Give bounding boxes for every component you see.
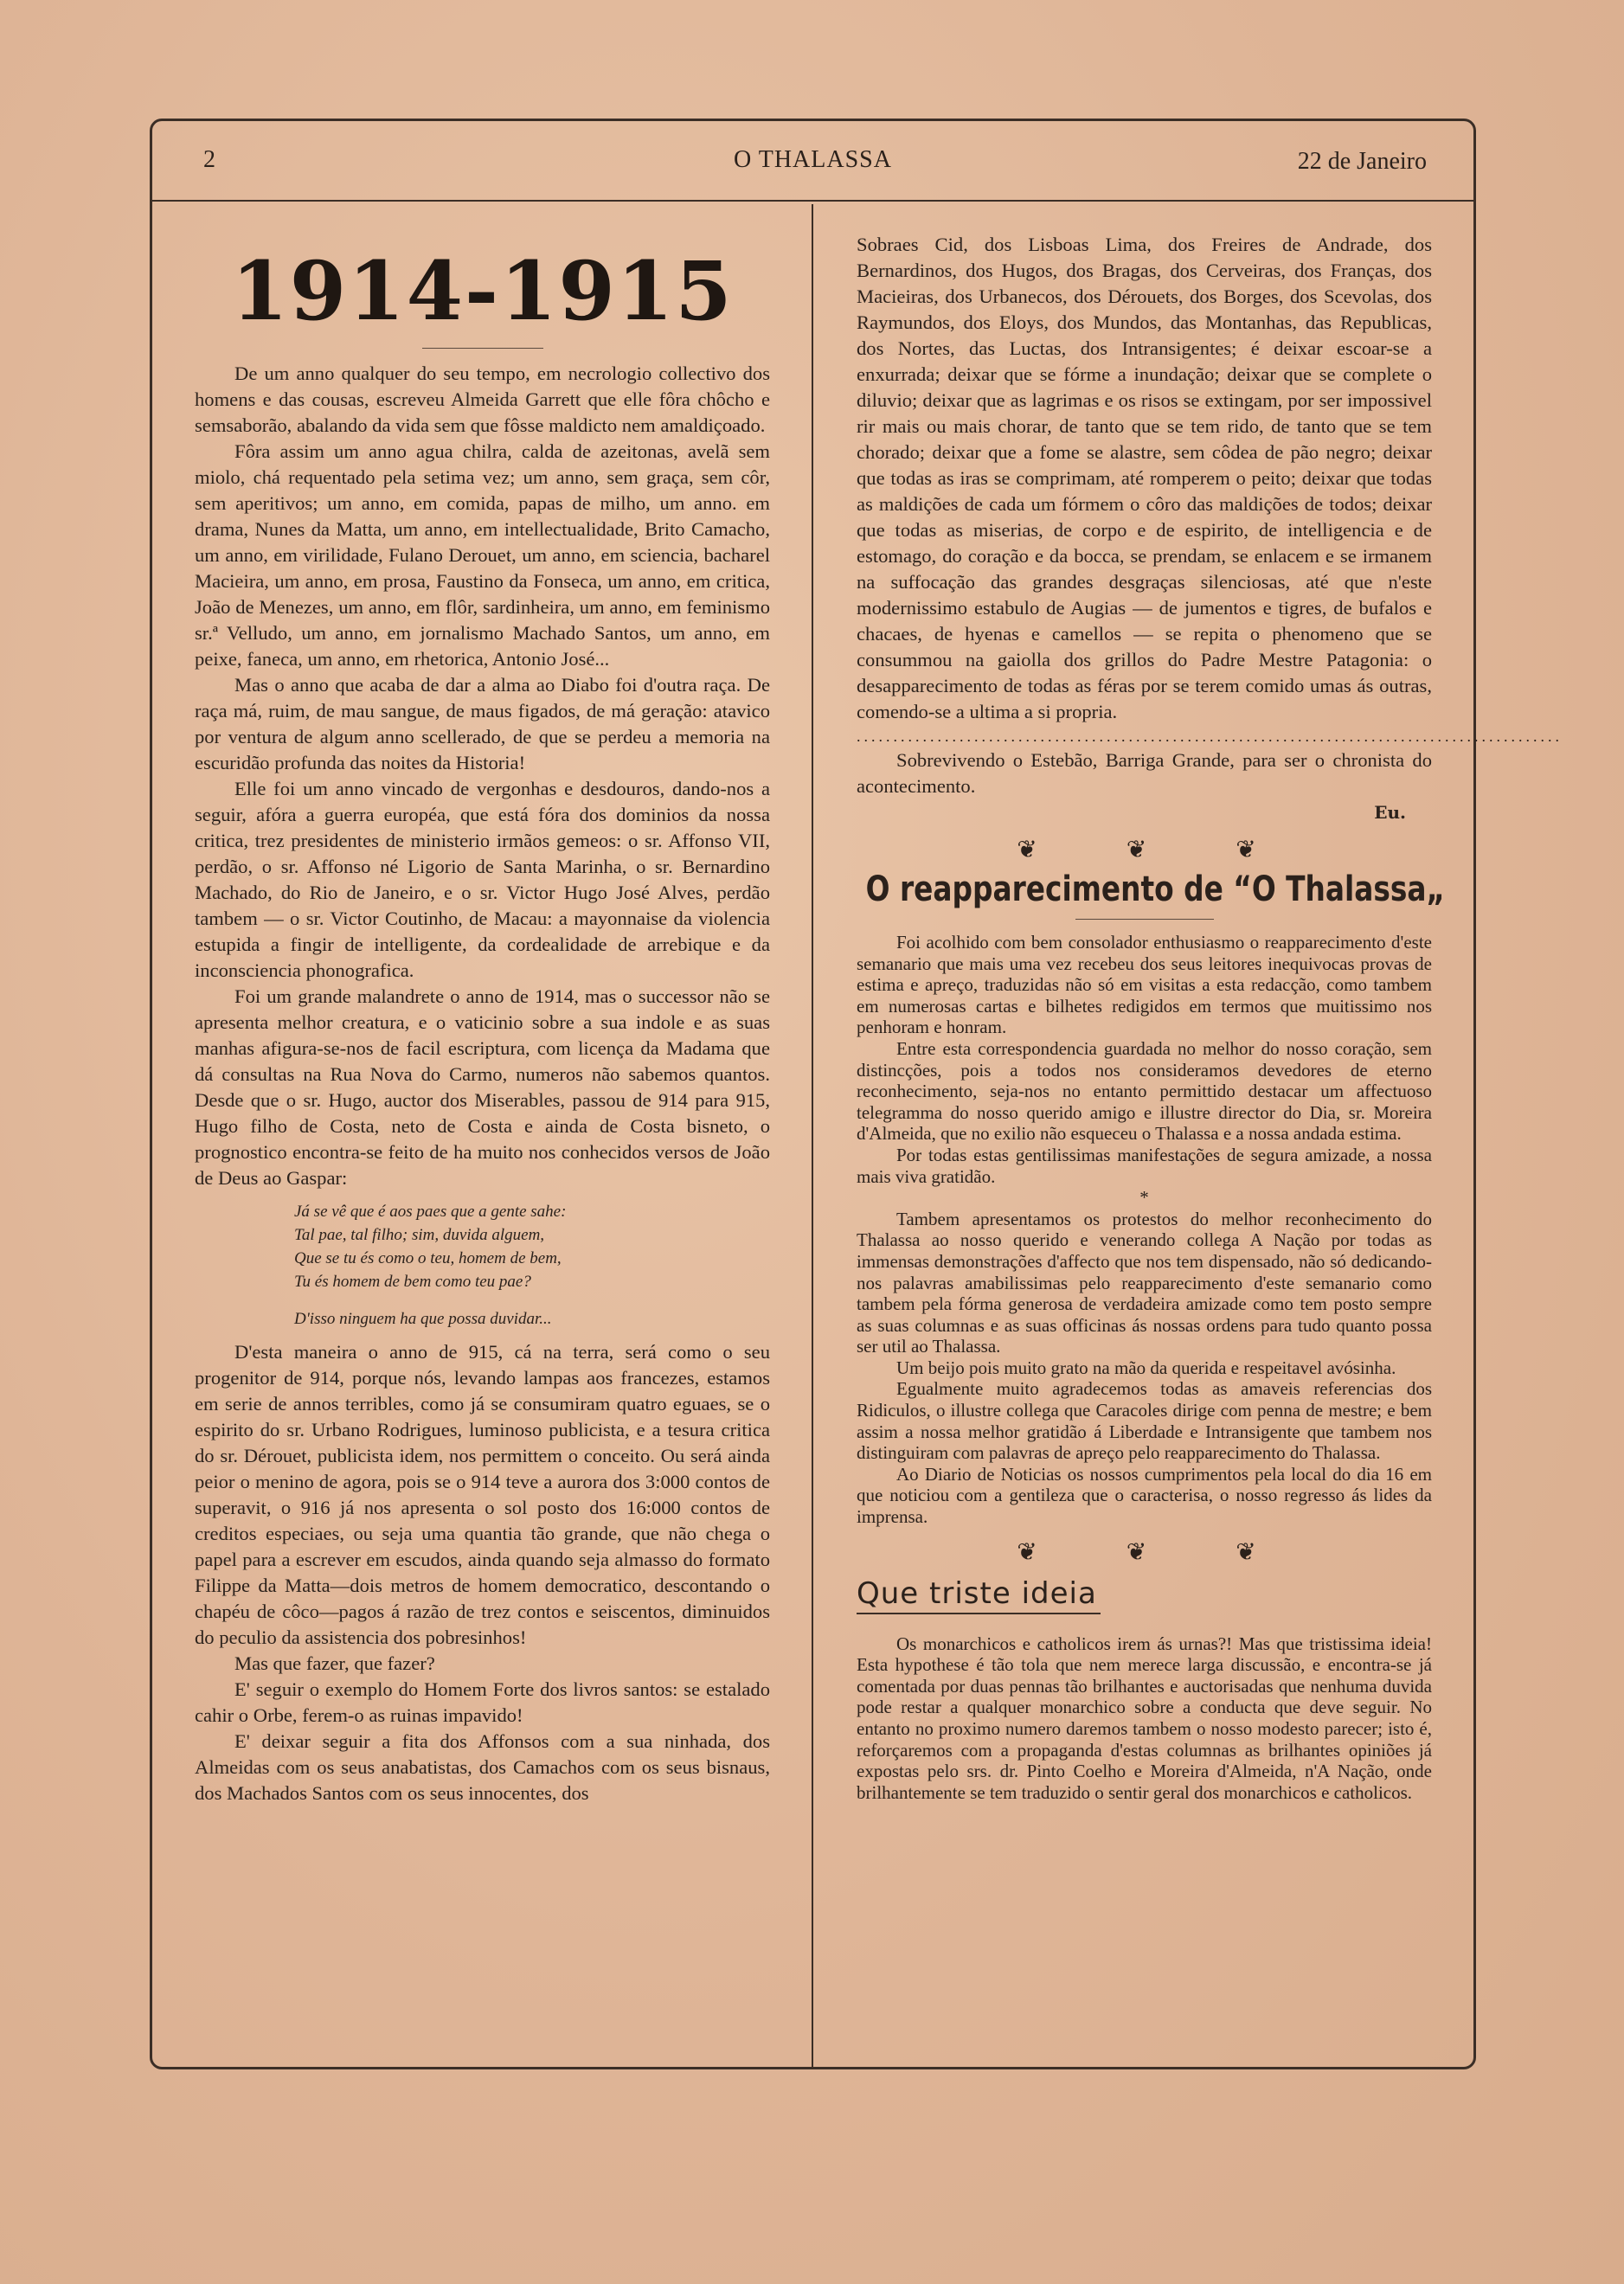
paragraph: E' seguir o exemplo do Homem Forte dos livros santos: se estalado cahir o Orbe, ferem-o as ruinas impavido!	[195, 1678, 770, 1726]
paragraph: Egualmente muito agradecemos todas as amaveis referencias dos Ridiculos, o illustre collega que Caracoles dirige com penna de mestre; e bem assim a nossa melhor gratidão á Liberdade e Intransigente que tambem nos distinguiram com palavras de apreço pelo reapparecimento do Thalassa.	[857, 1378, 1432, 1464]
quoted-verse	[195, 1200, 770, 1331]
paragraph: Ao Diario de Noticias os nossos cumprimentos pela local do dia 16 em que noticiou com a gentileza que o caracterisa, o nosso regresso ás lides da imprensa.	[857, 1463, 1432, 1528]
paragraph: Foi um grande malandrete o anno de 1914, mas o successor não se apresenta melhor creatura, e o vaticinio sobre a sua indole e as suas manhas afigura-se-nos de facil escriptura, com licença da Madama que dá consultas na Rua Nova do Carmo, numeros não sabemos quantos. Desde que o sr. Hugo, auctor dos Miserables, passou de 914 para 915, Hugo filho de Costa, neto de Costa e ainda de Costa bisneto, o prognostico encontra-se feito de ha muito nos conhecidos versos de João de Deus ao Gaspar:	[195, 985, 770, 1189]
asterisk-separator: *	[1139, 1187, 1149, 1209]
continued-paragraph: Sobraes Cid, dos Lisboas Lima, dos Freires de Andrade, dos Bernardinos, dos Hugos, dos Bragas, dos Cerveiras, dos Franças, dos Macieiras, dos Urbanecos, dos Dérouets, dos Borges, dos Scevolas, dos Raymundos, dos Eloys, dos Mundos, das Montanhas, das Republicas, dos Nortes, das Luctas, dos Intransigentes; é deixar escoar-se a enxurrada; deixar que se fórme a inundação; deixar que se complete o diluvio; deixar que as lagrimas e os risos se extingam, por ser impossivel rir mais ou mais chorar, de tanto que se tem rido, de tanto que se tem chorado; deixar que a fome se alastre, sem côdea de pão negro; deixar que todas as iras se comprimam, até romperem o peito; deixar que todas as maldições de cada um fórmem o côro das maldições de todos; deixar que todas as miserias, de corpo e de espirito, de intelligencia e de estomago, do coração e da bocca, se prendam, se enlacem e se irmanem na suffocação das grandes desgraças silenciosas, até que n'este modernissimo estabulo de Augias — de jumentos e tigres, de bufalos e chacaes, de hyenas e camellos — se repita o phenomeno que se consummou na gaiolla dos grillos do Padre Mestre Patagonia: o desapparecimento de todas as féras por se terem comido umas ás outras, comendo-se a ultima a si propria.	[857, 234, 1432, 722]
subheading-que-triste-ideia: Que triste ideia	[857, 1575, 1101, 1614]
signature: Eu.	[1374, 802, 1406, 823]
verse-tail: D'isso ninguem ha que possa duvidar...	[294, 1310, 552, 1328]
column-divider	[812, 204, 813, 2069]
ornament-divider-2: ❦ ❦ ❦	[1017, 1538, 1298, 1566]
issue-date: 22 de Janeiro	[1297, 148, 1427, 175]
right-column	[857, 232, 1563, 1803]
paragraph: Os monarchicos e catholicos irem ás urnas?! Mas que tristissima ideia! Esta hypothese é tão tola que nem merece larga discussão, e encontra-se já comentada por duas pennas tão brilhantes e auctorisadas que nenhuma duvida pode restar a qualquer monarchico sobre a conducta que deve seguir. No entanto no proximo numero daremos tambem o nosso modesto parecer; isto é, reforçaremos com a propaganda d'estas columnas as brilhantes opiniões já expostas pelo srs. dr. Pinto Coelho e Moreira d'Almeida, n'A Nação, onde brilhantemente se tem traduzido o sentir geral dos monarchicos e catholicos.	[857, 1633, 1432, 1803]
article-title-1914-1915: 1914-1915	[231, 244, 734, 339]
verse-line: Tu és homem de bem como teu pae?	[294, 1273, 531, 1291]
paragraph: Fôra assim um anno agua chilra, calda de azeitonas, avelã sem miolo, chá requentado pela setima vez; um anno, sem graça, sem côr, sem aperitivos; um anno, em comida, papas de milho, um anno. em drama, Nunes da Matta, um anno, em intellectualidade, Brito Camacho, um anno, em virilidade, Fulano Derouet, um anno, em sciencia, bacharel Macieira, um anno, em prosa, Faustino da Fonseca, um anno, em critica, João de Menezes, um anno, em flôr, sardinheira, um anno, em feminismo sr.ª Velludo, um anno, em jornalismo Machado Santos, um anno, em peixe, faneca, um anno, em rhetorica, Antonio José...	[195, 440, 770, 670]
verse-line: Já se vê que é aos paes que a gente sahe:	[294, 1203, 567, 1221]
left-column	[195, 227, 770, 1806]
paragraph: Foi acolhido com bem consolador enthusiasmo o reapparecimento d'este semanario que mais uma vez recebeu dos seus leitores inequivocas provas de estima e apreço, traduzidas não só em visitas a esta redacção, como tambem em numerosas cartas e bilhetes redigidos em termos que muitissimo nos penhoram e honram.	[857, 932, 1432, 1038]
headline-rule	[1075, 919, 1214, 920]
paragraph: De um anno qualquer do seu tempo, em necrologio collectivo dos homens e das cousas, escreveu Almeida Garrett que elle fôra chôcho e semsaborão, abalando da vida sem que fôsse maldicto nem amaldiçoado.	[195, 362, 770, 436]
paragraph: Sobrevivendo o Estebão, Barriga Grande, para ser o chronista do acontecimento.	[857, 749, 1432, 797]
headline-reapparecimento: O reapparecimento de “O Thalassa„	[865, 869, 1446, 909]
paragraph: Um beijo pois muito grato na mão da querida e respeitavel avósinha.	[896, 1357, 1396, 1378]
paragraph: Mas o anno que acaba de dar a alma ao Diabo foi d'outra raça. De raça má, ruim, de mau sangue, de maus figados, de má geração: atavico por ventura de algum anno scellerado, de que se perdeu a memoria na escuridão profunda das noites da Historia!	[195, 674, 770, 773]
paragraph: Entre esta correspondencia guardada no melhor do nosso coração, sem distincções, pois a todos nos consideramos devedores de eterno reconhecimento, seja-nos no entanto permittido destacar um affectuoso telegramma do nosso querido amigo e illustre director do Dia, sr. Moreira d'Almeida, que no exilio não esqueceu o Thalassa e a nossa andada estima.	[857, 1037, 1432, 1145]
masthead: O THALASSA	[734, 146, 892, 173]
paragraph: Por todas estas gentilissimas manifestações de segura amizade, a nossa mais viva gratidão.	[857, 1144, 1432, 1187]
ornament-divider: ❦ ❦ ❦	[1017, 837, 1298, 863]
paragraph: Tambem apresentamos os protestos do melhor reconhecimento do Thalassa ao nosso querido e venerando collega A Nação por todas as immensas demonstrações d'affecto que nos tem dispensado, não só dedicando-nos palavras amabilissimas pelo reapparecimento d'este semanario como tambem pela fórma generosa de verdadeira amizade como tem posto sempre as suas columnas e as suas officinas ás nossas ordens para tudo quanto possa ser util ao Thalassa.	[857, 1208, 1432, 1357]
page-number: 2	[203, 146, 215, 173]
triste-ideia-article	[857, 1633, 1432, 1804]
reapparecimento-article	[857, 932, 1432, 1528]
dotted-separator: ................................................................................................	[857, 728, 1563, 745]
paragraph: D'esta maneira o anno de 915, cá na terra, será como o seu progenitor de 914, porque nós, levando lampas aos francezes, estamos em serie de annos terribles, como já se consumiram quatro eguaes, se o espirito do sr. Urbano Rodrigues, luminoso publicista, e a tesura critica do sr. Dérouet, publicista idem, nos permittem o conceito. Ou será ainda peior o menino de agora, pois se o 914 teve a aurora dos 3:000 contos de superavit, o 916 já nos apresenta o sol posto dos 16:000 contos de creditos especiaes, ou seja uma quantia tão grande, que não chega o papel para a escrever em escudos, ainda quando seja almasso do formato Filippe da Matta—dois metros de homem democratico, descontando o chapéu de côco—pagos á razão de trez contos e seiscentos, diminuidos do peculio da assistencia dos pobresinhos!	[195, 1341, 770, 1648]
verse-line: Tal pae, tal filho; sim, duvida alguem,	[294, 1226, 545, 1244]
paragraph: E' deixar seguir a fita dos Affonsos com a sua ninhada, dos Almeidas com os seus anabatistas, dos Camachos com os seus bisnaus, dos Machados Santos com os seus innocentes, dos	[195, 1730, 770, 1804]
paragraph: Elle foi um anno vincado de vergonhas e desdouros, dando-nos a seguir, afóra a guerra européa, que está fóra dos dominios da nossa critica, trez presidentes de ministerio irmãos gemeos: o sr. Affonso VII, perdão, o sr. Affonso né Ligorio de Santa Marinha, o sr. Bernardino Machado, do Rio de Janeiro, e o sr. Victor Hugo José Alves, perdão tambem — o sr. Victor Coutinho, de Macau: a mayonnaise da violencia estupida a fingir de intelligente, da cordealidade de arrebique e da inconsciencia phonografica.	[195, 778, 770, 981]
title-rule	[422, 348, 543, 349]
verse-line: Que se tu és como o teu, homem de bem,	[294, 1249, 562, 1267]
paragraph: Mas que fazer, que fazer?	[234, 1652, 435, 1674]
page-header	[151, 119, 1474, 202]
